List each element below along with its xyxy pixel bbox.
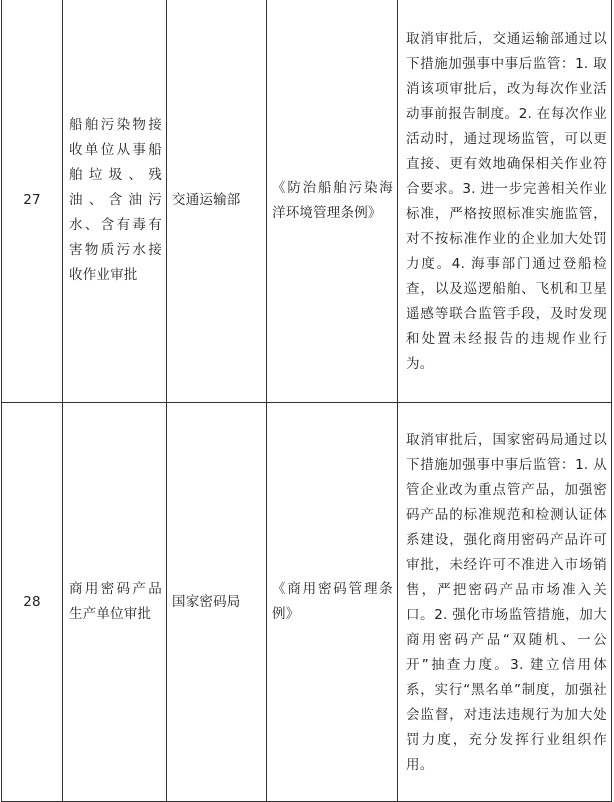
approval-item-name: 商用密码产品生产单位审批	[63, 403, 167, 802]
department: 交通运输部	[167, 0, 267, 403]
table-row	[2, 0, 612, 403]
table-row	[2, 403, 612, 802]
legal-basis: 《防治船舶污染海洋环境管理条例》	[267, 0, 398, 403]
approval-item-name: 船舶污染物接收单位从事船舶垃圾、残油、含油污水、含有毒有害物质污水接收作业审批	[63, 0, 167, 403]
approval-table	[1, 0, 612, 802]
department: 国家密码局	[167, 403, 267, 802]
supervision-measures: 取消审批后，交通运输部通过以下措施加强事中事后监管：1. 取消该项审批后，改为每次作业活动事前报告制度。2. 在每次作业活动时，通过现场监管，可以更直接、更有效地确保相关作业符合要求。3. 进一步完善相关作业标准，严格按照标准实施监管，对不按标准作业的企业加大处罚力度。4. 海事部门通过登船检查，以及巡逻船舶、飞机和卫星遥感等联合监管手段，及时发现和处置未经报告的违规作业行为。	[398, 0, 612, 403]
row-number: 28	[2, 403, 63, 802]
supervision-measures: 取消审批后，国家密码局通过以下措施加强事中事后监管：1. 从管企业改为重点管产品，加强密码产品的标准规范和检测认证体系建设，强化商用密码产品许可审批，未经许可不准进入市场销售，严把密码产品市场准入关口。2. 强化市场监管措施，加大商用密码产品“双随机、一公开”抽查力度。3. 建立信用体系，实行“黑名单”制度，加强社会监督，对违法违规行为加大处罚力度，充分发挥行业组织作用。	[398, 403, 612, 802]
row-number: 27	[2, 0, 63, 403]
legal-basis: 《商用密码管理条例》	[267, 403, 398, 802]
